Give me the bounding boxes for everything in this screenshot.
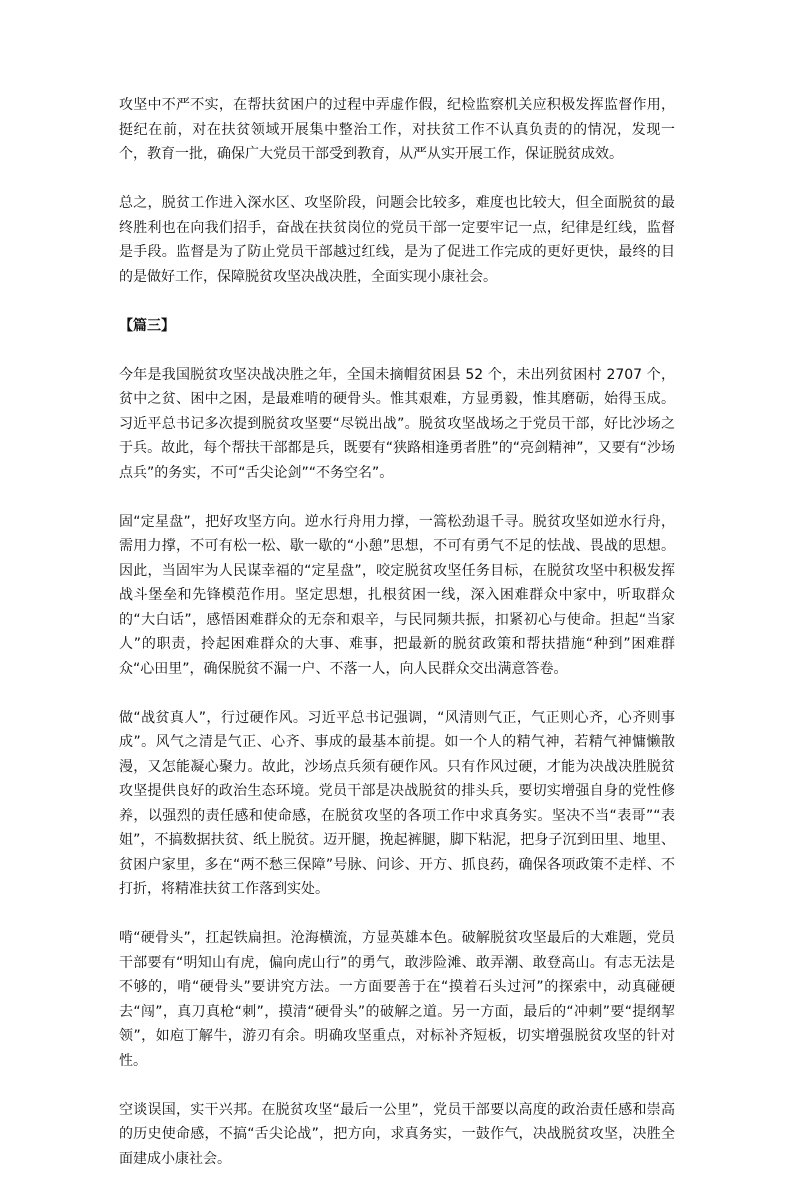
paragraph-steady-direction: 固“定星盘”，把好攻坚方向。逆水行舟用力撑，一篙松劲退千寻。脱贫攻坚如逆水行舟，需用力撑，不可有松一松、歇一歇的“小憩”思想，不可有勇气不足的怯战、畏战的思想。因此，当固牢为人民谋幸福的“定星盘”，咬定脱贫攻坚任务目标，在脱贫攻坚中积极发挥战斗堡垒和先锋模范作用。坚定思想，扎根贫困一线，深入困难群众中家中，听取群众的“大白话”，感悟困难群众的无奈和艰辛，与民同频共振，扣紧初心与使命。担起“当家人”的职责，拎起困难群众的大事、难事，把最新的脱贫政策和帮扶措施“种到”困难群众“心田里”，确保脱贫不漏一户、不落一人，向人民群众交出满意答卷。 [119, 513, 675, 677]
paragraph-intro-decisive-year: 今年是我国脱贫攻坚决战决胜之年，全国未摘帽贫困县 52 个，未出列贫困村 2707 个，贫中之贫、困中之困，是最难啃的硬骨头。惟其艰难，方显勇毅，惟其磨砺，始得玉成。习近平总书记多次提到脱贫攻坚要“尽锐出战”。脱贫攻坚战场之于党员干部，好比沙场之于兵。故此，每个帮扶干部都是兵，既要有“狭路相逢勇者胜”的“亮剑精神”，又要有“沙场点兵”的务实，不可“舌尖论剑”“不务空名”。 [119, 366, 675, 481]
section-heading-part-three: 【篇三】 [119, 317, 175, 334]
paragraph-solid-work-style: 做“战贫真人”，行过硬作风。习近平总书记强调，“风清则气正，气正则心齐，心齐则事成”。风气之清是气正、心齐、事成的最基本前提。如一个人的精气神，若精气神慵懒散漫，又怎能凝心聚力。故此，沙场点兵须有硬作风。只有作风过硬，才能为决战决胜脱贫攻坚提供良好的政治生态环境。党员干部是决战脱贫的排头兵，要切实增强自身的党性修养，以强烈的责任感和使命感，在脱贫攻坚的各项工作中求真务实。坚决不当“表哥”“表姐”，不搞数据扶贫、纸上脱贫。迈开腿，挽起裤腿，脚下粘泥，把身子沉到田里、地里、贫困户家里，多在“两不愁三保障”号脉、问诊、开方、抓良药，确保各项政策不走样、不打折，将精准扶贫工作落到实处。 [119, 709, 675, 897]
paragraph-hard-bones: 啃“硬骨头”，扛起铁扁担。沧海横流，方显英雄本色。破解脱贫攻坚最后的大难题，党员干部要有“明知山有虎，偏向虎山行”的勇气，敢涉险滩、敢弄潮、敢登高山。有志无法是不够的，啃“硬骨头”要讲究方法。一方面要善于在“摸着石头过河”的探索中，动真碰硬去“闯”，真刀真枪“刺”，摸清“硬骨头”的破解之道。另一方面，最后的“冲刺”要“提纲挈领”，如庖丁解牛，游刃有余。明确攻坚重点，对标补齐短板，切实增强脱贫攻坚的针对性。 [119, 930, 675, 1069]
paragraph-discipline-oversight: 攻坚中不严不实，在帮扶贫困户的过程中弄虚作假，纪检监察机关应积极发挥监督作用，挺纪在前，对在扶贫领域开展集中整治工作，对扶贫工作不认真负责的的情况，发现一个，教育一批，确保广大党员干部受到教育，从严从实开展工作，保证脱贫成效。 [119, 97, 675, 162]
paragraph-conclusion: 总之，脱贫工作进入深水区、攻坚阶段，问题会比较多，难度也比较大，但全面脱贫的最终胜利也在向我们招手，奋战在扶贫岗位的党员干部一定要牢记一点，纪律是红线，监督是手段。监督是为了防止党员干部越过红线，是为了促进工作完成的更好更快，最终的目的是做好工作，保障脱贫攻坚决战决胜，全面实现小康社会。 [119, 195, 675, 285]
paragraph-hard-work: 空谈误国，实干兴邦。在脱贫攻坚“最后一公里”，党员干部要以高度的政治责任感和崇高的历史使命感，不搞“舌尖论战”，把方向，求真务实，一鼓作气，决战脱贫攻坚，决胜全面建成小康社会。 [119, 1101, 675, 1167]
document-page [119, 93, 675, 1196]
